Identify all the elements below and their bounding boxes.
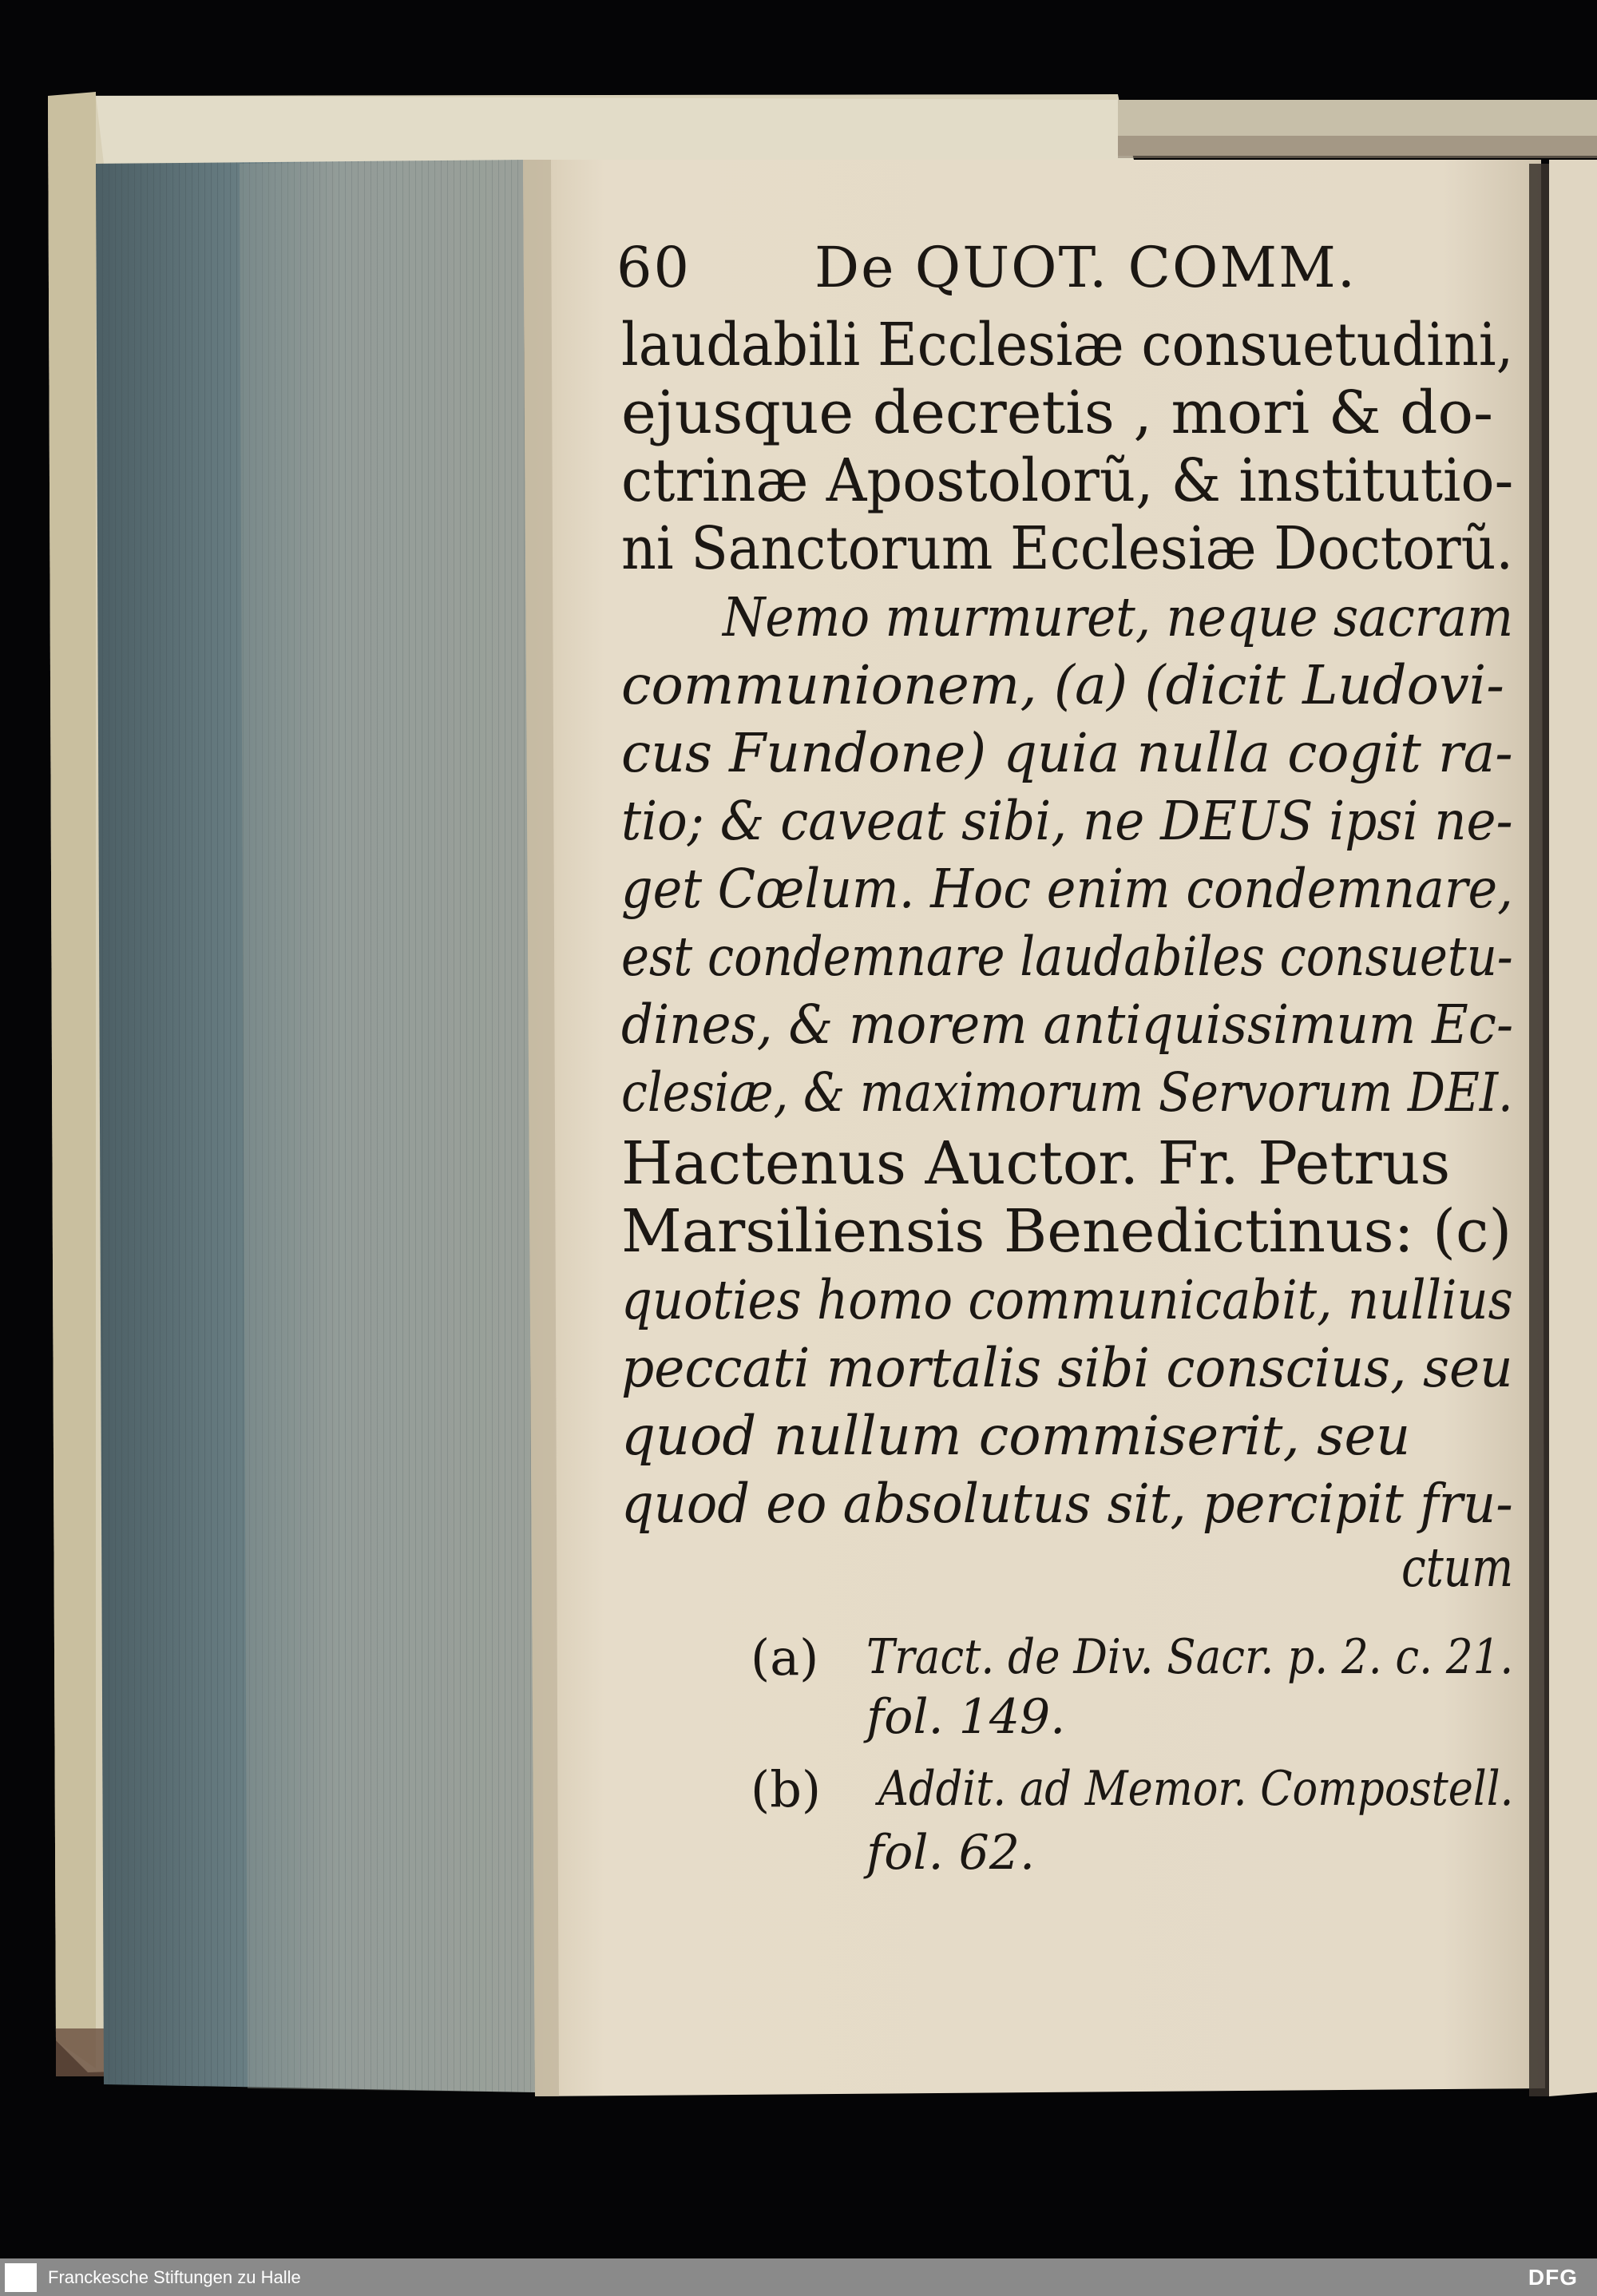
footnote-marker: (b) <box>751 1760 822 1818</box>
dfg-logo: DFG <box>1528 2265 1578 2290</box>
page-number: 60 <box>616 235 692 300</box>
text-line: Nemo murmuret, neque sacram <box>723 586 1514 648</box>
text-line: clesiæ, & maximorum Servorum DEI. <box>621 1061 1513 1124</box>
text-line: quoties homo communicabit, nullius <box>621 1269 1513 1331</box>
text-line: Marsiliensis Benedictinus: (c) <box>621 1197 1512 1266</box>
text-line: est condemnare laudabiles consuetu- <box>621 926 1513 988</box>
catchword: ctum <box>1401 1537 1514 1599</box>
text-line: laudabili Ecclesiæ consuetudini, <box>621 311 1514 379</box>
text-line: peccati mortalis sibi conscius, seu <box>621 1337 1513 1399</box>
footnote-text: fol. 62. <box>866 1825 1036 1881</box>
text-line: communionem, (a) (dicit Ludovi- <box>621 654 1504 716</box>
text-line: Hactenus Auctor. Fr. Petrus <box>621 1129 1451 1198</box>
footnote-text: fol. 149. <box>866 1689 1066 1745</box>
text-line: quod nullum commiserit, seu <box>621 1405 1411 1467</box>
footnote-marker: (a) <box>751 1628 819 1687</box>
text-line: ni Sanctorum Ecclesiæ Doctorũ. <box>621 514 1514 583</box>
footnote-text: Addit. ad Memor. Compostell. <box>878 1761 1514 1817</box>
text-line: cus Fundone) quia nulla cogit ra- <box>621 722 1513 784</box>
running-head: De QUOT. COMM. <box>814 235 1357 300</box>
text-line: quod eo absolutus sit, percipit fru- <box>621 1473 1513 1535</box>
text-line: ejusque decretis , mori & do- <box>621 379 1494 447</box>
footnote-text: Tract. de Div. Sacr. p. 2. c. 21. <box>866 1629 1514 1685</box>
text-line: ctrinæ Apostolorũ, & institutio- <box>621 446 1514 515</box>
footer-credit: Franckesche Stiftungen zu Halle <box>48 2267 301 2287</box>
institution-logo-icon <box>5 2263 37 2292</box>
text-line: dines, & morem antiquissimum Ec- <box>621 993 1514 1056</box>
text-line: tio; & caveat sibi, ne DEUS ipsi ne- <box>621 790 1513 852</box>
text-line: get Cœlum. Hoc enim condemnare, <box>621 858 1513 920</box>
